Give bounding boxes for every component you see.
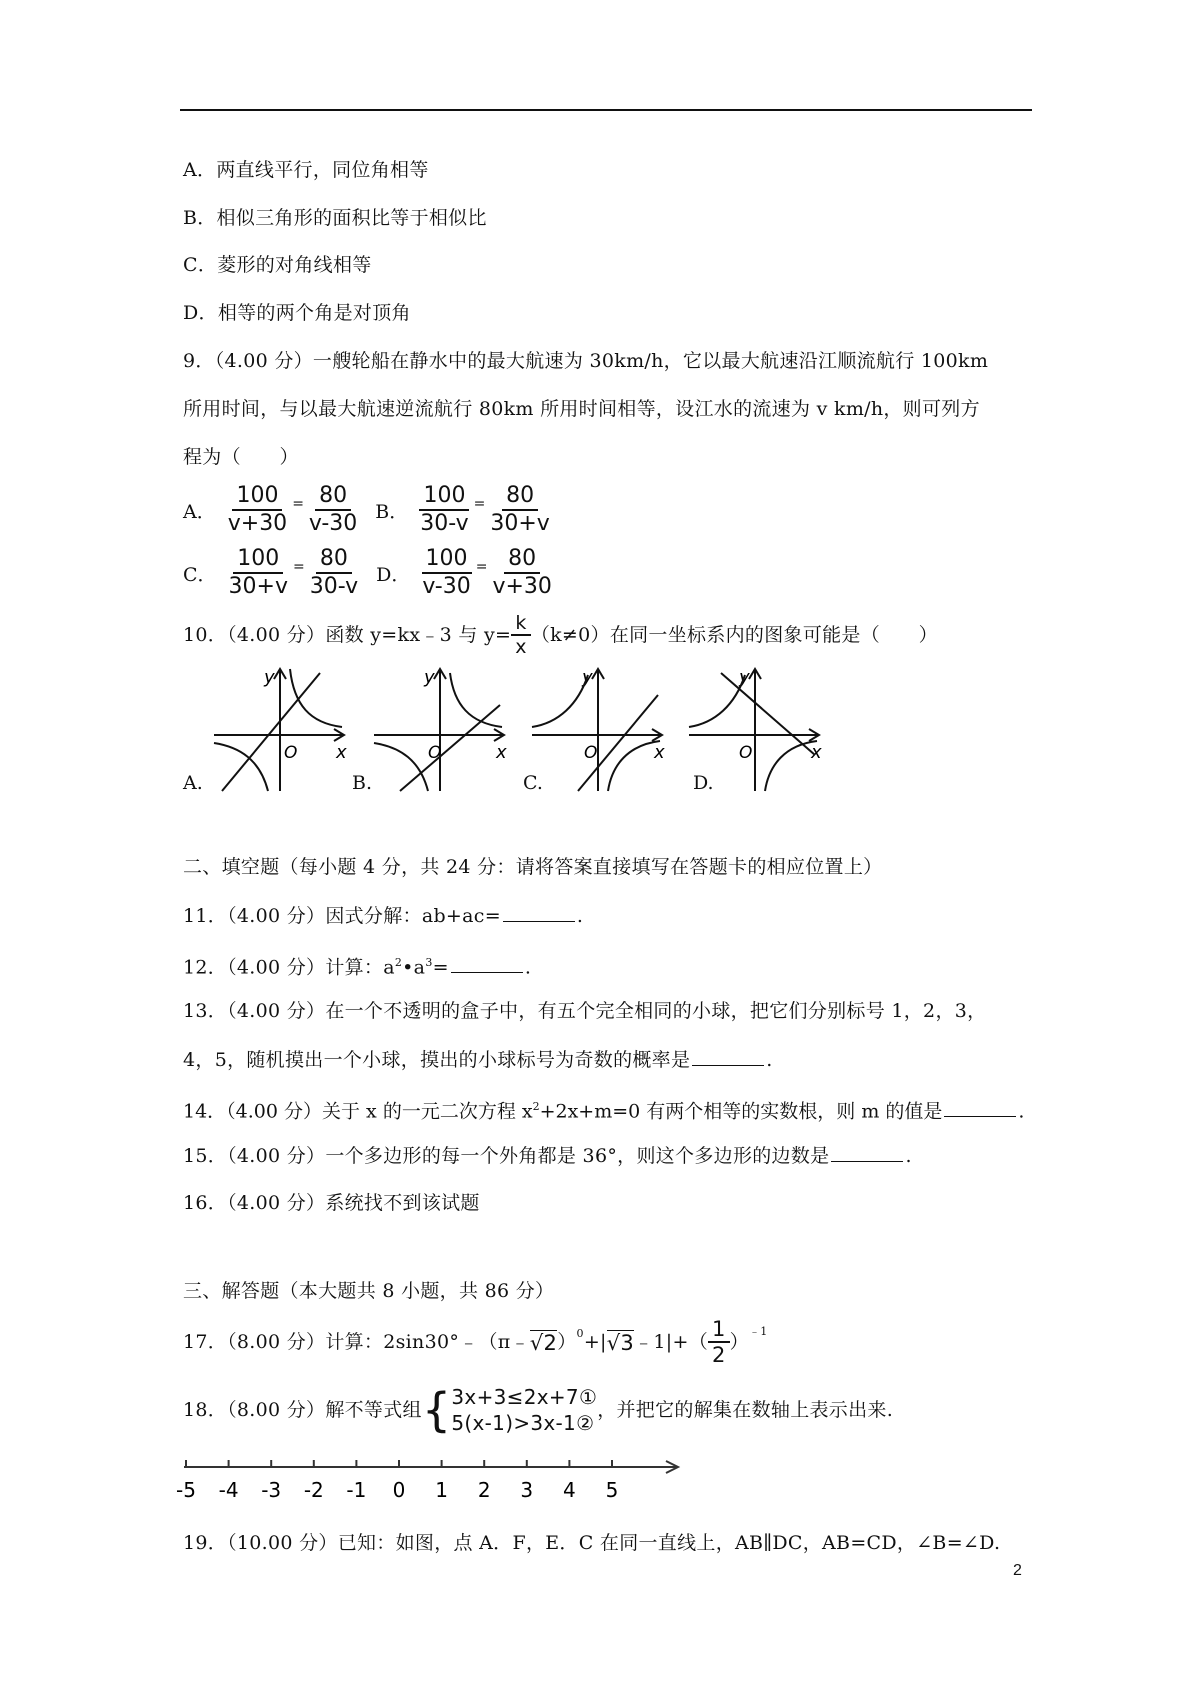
frac-numerator: 80 <box>502 483 538 511</box>
q9-option-c-frac2 <box>306 546 362 600</box>
frac-denominator: v-30 <box>308 511 358 536</box>
x-axis-label: x <box>654 742 665 763</box>
origin-label: O <box>428 743 442 763</box>
q9-options-row-1 <box>183 483 554 537</box>
q17-paren: ） <box>557 1331 577 1353</box>
q10-stem <box>183 612 938 658</box>
frac-denominator: 30-v <box>309 574 359 599</box>
q9-option-a-label: A． <box>183 500 216 523</box>
sqrt-3: √3 <box>606 1330 635 1355</box>
frac-numerator: 100 <box>422 546 472 574</box>
inequality-1: 3x+3≤2x+7① <box>451 1385 598 1409</box>
header-rule <box>180 109 1032 111</box>
q9-line-1: 9．（4.00 分）一艘轮船在静水中的最大航速为 30km/h，它以最大航速沿江顺流航行 100km <box>183 350 989 372</box>
y-axis-label: y <box>739 667 750 688</box>
q13-line-2-text: 4，5，随机摸出一个小球，摸出的小球标号为奇数的概率是 <box>183 1049 691 1071</box>
equals-sign: = <box>475 559 488 575</box>
frac-denominator: 30+v <box>490 511 550 536</box>
q13-line-1: 13．（4.00 分）在一个不透明的盒子中，有五个完全相同的小球，把它们分别标号 1，2，3， <box>183 1000 987 1022</box>
q13-line-2 <box>183 1047 773 1072</box>
inequality-system <box>451 1384 597 1436</box>
q15 <box>183 1143 912 1168</box>
section-3-heading: 三、解答题（本大题共 8 小题，共 86 分） <box>183 1280 555 1302</box>
frac-numerator: 100 <box>232 483 282 511</box>
number-line <box>176 1455 690 1515</box>
q12-mid: •a <box>402 956 426 979</box>
equals-sign: = <box>292 496 304 512</box>
frac-numerator: 80 <box>504 546 540 574</box>
number-line-label: 2 <box>477 1478 491 1502</box>
q8-option-b: B．相似三角形的面积比等于相似比 <box>183 207 487 229</box>
q17-paren-close: ） <box>729 1331 749 1353</box>
q9-option-a-frac2 <box>305 483 361 537</box>
q17-half-frac <box>708 1317 730 1367</box>
number-line-label: -5 <box>176 1478 196 1502</box>
q14-exponent: 2 <box>532 1100 540 1113</box>
q9-option-b-label: B． <box>375 500 409 523</box>
frac-denominator: v-30 <box>422 574 471 599</box>
number-line-label: -1 <box>346 1478 367 1502</box>
number-line-label: 0 <box>392 1478 406 1502</box>
q9-option-b-frac1 <box>416 483 472 537</box>
inequality-2: 5(x-1)>3x-1② <box>451 1411 595 1435</box>
q14 <box>183 1095 1024 1123</box>
number-line-label: -4 <box>218 1478 239 1502</box>
q8-option-a: A．两直线平行，同位角相等 <box>183 159 429 181</box>
q17-exponent-neg1: ﹣1 <box>748 1325 768 1338</box>
frac-denominator: v+30 <box>227 511 288 536</box>
number-line-label: 4 <box>563 1478 576 1502</box>
section-2-heading: 二、填空题（每小题 4 分，共 24 分：请将答案直接填写在答题卡的相应位置上） <box>183 856 883 878</box>
page-number: 2 <box>1013 1562 1022 1579</box>
q15-text: 15．（4.00 分）一个多边形的每一个外角都是 36°，则这个多边形的边数是 <box>183 1145 830 1167</box>
q13-end: . <box>766 1049 773 1071</box>
q12-equals: = <box>432 956 449 979</box>
q17-part: ﹣1|+（ <box>634 1331 708 1353</box>
answer-blank <box>503 903 575 922</box>
q11-text: 11．（4.00 分）因式分解：ab+ac= <box>183 905 501 927</box>
frac-numerator: 1 <box>708 1317 730 1343</box>
q9-option-b-frac2 <box>486 483 553 537</box>
q9-option-d-label: D． <box>376 563 411 586</box>
x-axis-label: x <box>811 742 822 763</box>
frac-numerator: 100 <box>419 483 469 511</box>
q16: 16．（4.00 分）系统找不到该试题 <box>183 1192 480 1214</box>
origin-label: O <box>584 743 598 763</box>
q9-option-c-label: C． <box>183 563 217 586</box>
q17-abs-open: +| <box>583 1331 607 1353</box>
q9-line-2: 所用时间，与以最大航速逆流航行 80km 所用时间相等，设江水的流速为 v km/h，则可列方 <box>183 398 980 420</box>
q9-option-d-frac2 <box>488 546 555 600</box>
answer-blank <box>944 1098 1016 1117</box>
q12 <box>183 951 531 979</box>
frac-denominator: 2 <box>712 1343 726 1367</box>
frac-numerator: k <box>511 612 530 636</box>
origin-label: O <box>284 743 298 763</box>
q10-graph-b-label: B. <box>352 772 373 794</box>
q9-option-c-frac1 <box>225 546 292 600</box>
frac-numerator: 100 <box>233 546 283 574</box>
q9-line-3: 程为（ ） <box>183 446 299 468</box>
answer-blank <box>692 1047 764 1066</box>
frac-denominator: x <box>515 636 527 658</box>
answer-blank <box>831 1143 903 1162</box>
number-line-label: 1 <box>435 1478 448 1502</box>
q17 <box>183 1317 768 1367</box>
q10-graph-c <box>528 665 668 795</box>
q19: 19．（10.00 分）已知：如图，点 A．F，E．C 在同一直线上，AB∥DC，AB=CD，∠B=∠D. <box>183 1532 1001 1554</box>
q12-exponent-2: 3 <box>425 956 433 969</box>
q11-end: . <box>576 905 584 927</box>
q10-frac <box>511 612 531 658</box>
number-line-label: 5 <box>605 1478 619 1502</box>
q10-graph-a-label: A. <box>183 772 203 794</box>
number-line-label: -2 <box>303 1478 324 1502</box>
q10-graph-d-label: D. <box>693 772 714 794</box>
y-axis-label: y <box>424 667 435 688</box>
q15-end: . <box>905 1145 912 1167</box>
frac-denominator: 30-v <box>420 511 469 536</box>
q10-prefix: 10．（4.00 分）函数 y=kx﹣3 与 y= <box>183 624 512 646</box>
q10-suffix: （k≠0）在同一坐标系内的图象可能是（ ） <box>530 624 938 646</box>
y-axis-label: y <box>264 667 275 688</box>
q10-graph-a <box>210 665 350 795</box>
sqrt-2: √2 <box>529 1330 558 1355</box>
frac-numerator: 80 <box>316 546 352 574</box>
q18-text: 18．（8.00 分）解不等式组 <box>183 1399 422 1421</box>
x-axis-label: x <box>336 742 347 763</box>
q18 <box>183 1384 893 1436</box>
number-line-label: -3 <box>261 1478 282 1502</box>
origin-label: O <box>739 743 753 763</box>
q9-option-a-frac1 <box>224 483 291 537</box>
q8-option-d: D．相等的两个角是对顶角 <box>183 302 411 324</box>
equals-sign: = <box>473 496 486 512</box>
frac-denominator: v+30 <box>492 574 552 599</box>
q14-end: . <box>1018 1100 1025 1123</box>
number-line-label: 3 <box>520 1478 534 1502</box>
q12-text: 12．（4.00 分）计算：a <box>183 956 395 979</box>
x-axis-label: x <box>496 742 507 763</box>
q9-options-row-2 <box>183 546 556 600</box>
left-brace: { <box>421 1383 452 1437</box>
q18-suffix: ，并把它的解集在数轴上表示出来. <box>597 1399 894 1421</box>
q10-graph-b <box>370 665 510 795</box>
y-axis-label: y <box>582 667 593 688</box>
q9-option-d-frac1 <box>418 546 474 600</box>
q12-exponent-1: 2 <box>394 956 403 969</box>
equals-sign: = <box>293 559 305 575</box>
q17-exponent-0: 0 <box>576 1327 584 1340</box>
q10-graph-c-label: C. <box>523 772 543 794</box>
frac-denominator: 30+v <box>228 574 288 599</box>
frac-numerator: 80 <box>315 483 351 511</box>
answer-blank <box>451 954 523 973</box>
q17-text: 17．（8.00 分）计算：2sin30°﹣（π﹣ <box>183 1331 530 1353</box>
q14-rest: +2x+m=0 有两个相等的实数根，则 m 的值是 <box>539 1100 943 1123</box>
q8-option-c: C．菱形的对角线相等 <box>183 254 372 276</box>
q12-end: . <box>524 956 532 979</box>
q11 <box>183 903 583 928</box>
q14-text: 14．（4.00 分）关于 x 的一元二次方程 x <box>183 1100 533 1123</box>
